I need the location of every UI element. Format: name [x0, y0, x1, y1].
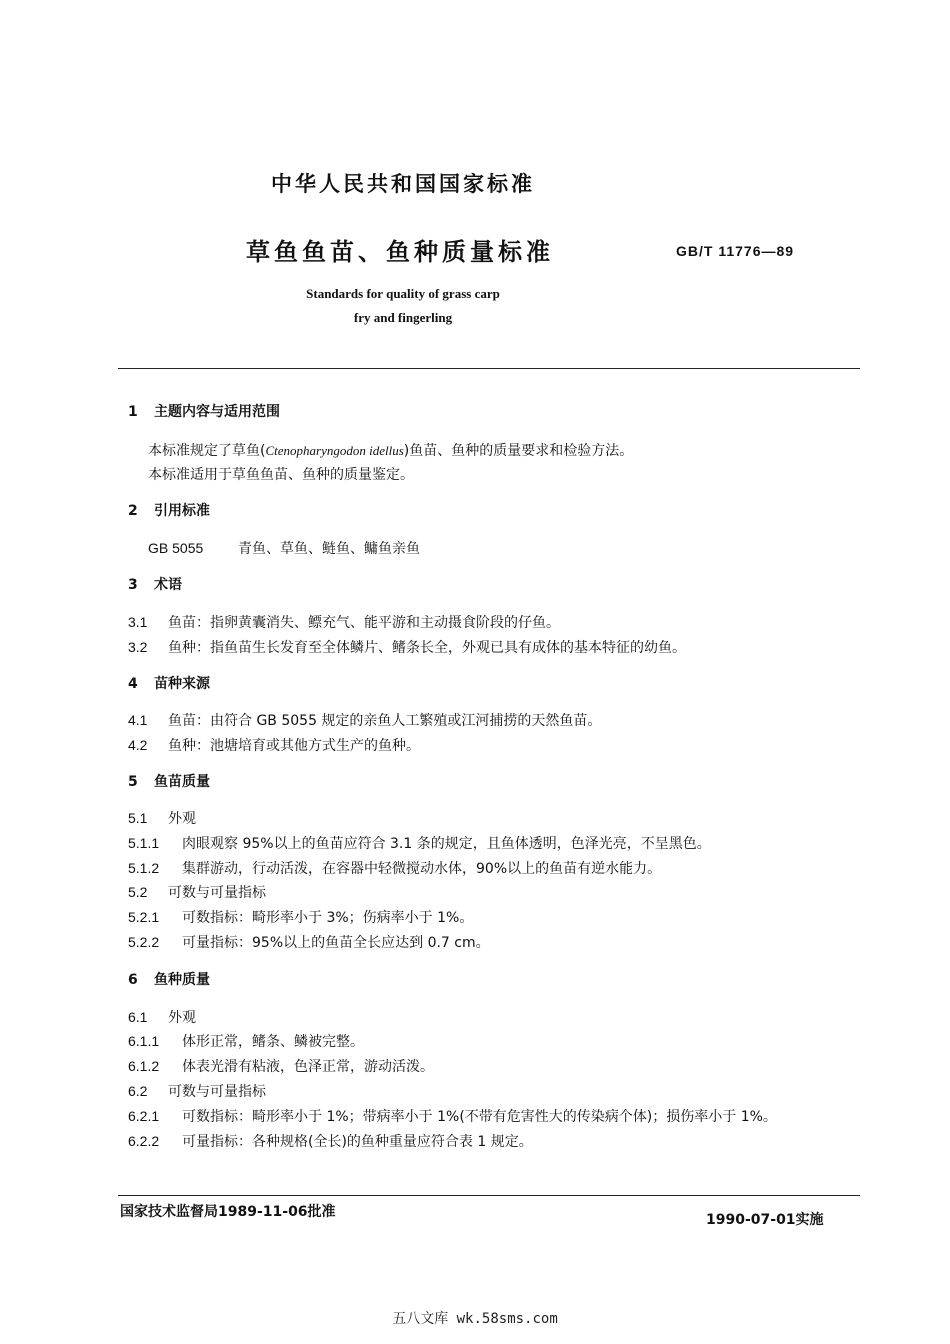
- clause-3-1: [128, 612, 560, 632]
- section-number: 5: [128, 774, 138, 790]
- approval-date: 国家技术监督局1989-11-06批准: [120, 1204, 336, 1220]
- section-title: 苗种来源: [154, 676, 210, 692]
- clause-number: 6.1.1: [128, 1033, 160, 1049]
- clause-text: 可数指标：畸形率小于 1%；带病率小于 1%(不带有危害性大的传染病个体)；损伤率小于 1%。: [182, 1109, 777, 1125]
- clause-text: 可量指标：各种规格(全长)的鱼种重量应符合表 1 规定。: [182, 1134, 533, 1150]
- clause-number: 6.2.2: [128, 1133, 160, 1149]
- reference-entry: [148, 538, 420, 558]
- clause-text: 肉眼观察 95%以上的鱼苗应符合 3.1 条的规定，且鱼体透明，色泽光亮，不呈黑色。: [182, 836, 711, 852]
- section-title: 鱼苗质量: [154, 774, 210, 790]
- standard-number: GB/T 11776—89: [676, 243, 795, 259]
- clause-text: 可数与可量指标: [168, 1084, 266, 1100]
- clause-5-2-2: [128, 932, 490, 952]
- english-title-line-2: fry and fingerling: [353, 310, 453, 325]
- clause-5-1-1: [128, 833, 711, 853]
- clause-6-2-2: [128, 1131, 533, 1151]
- clause-6-1-1: [128, 1031, 364, 1051]
- clause-text: 外观: [168, 1010, 196, 1026]
- clause-number: 5.1.2: [128, 860, 160, 876]
- clause-number: 5.2.2: [128, 934, 160, 950]
- clause-number: 4.2: [128, 737, 148, 753]
- national-standard-heading: 中华人民共和国国家标准: [271, 172, 535, 196]
- clause-4-1: [128, 710, 601, 730]
- clause-number: 5.2: [128, 884, 148, 900]
- section-6-heading: [128, 969, 210, 989]
- clause-number: 5.1: [128, 810, 148, 826]
- footer-divider: [118, 1195, 860, 1196]
- section-5-heading: [128, 771, 210, 791]
- section-title: 术语: [154, 577, 182, 593]
- section-number: 6: [128, 972, 138, 988]
- watermark: 五八文库 wk.58sms.com: [392, 1311, 558, 1327]
- clause-text: 集群游动，行动活泼，在容器中轻微搅动水体，90%以上的鱼苗有逆水能力。: [182, 861, 662, 877]
- clause-5-1-2: [128, 858, 661, 878]
- clause-text: 体形正常，鳍条、鳞被完整。: [182, 1034, 364, 1050]
- clause-text: 外观: [168, 811, 196, 827]
- implementation-date: 1990-07-01实施: [706, 1212, 824, 1228]
- section-title: 鱼种质量: [154, 972, 210, 988]
- clause-text: 可数指标：畸形率小于 3%；伤病率小于 1%。: [182, 910, 474, 926]
- clause-text: 可量指标：95%以上的鱼苗全长应达到 0.7 cm。: [182, 935, 490, 951]
- reference-title: 青鱼、草鱼、鲢鱼、鳙鱼亲鱼: [238, 541, 420, 557]
- clause-text: 体表光滑有粘液，色泽正常，游动活泼。: [182, 1059, 434, 1075]
- section-number: 4: [128, 676, 138, 692]
- header-divider: [118, 368, 860, 369]
- clause-4-2: [128, 735, 420, 755]
- clause-6-1-2: [128, 1056, 434, 1076]
- section-title: 引用标准: [154, 503, 210, 519]
- section-title: 主题内容与适用范围: [154, 404, 280, 420]
- clause-5-2: [128, 882, 266, 902]
- clause-6-1: [128, 1007, 196, 1027]
- clause-number: 3.1: [128, 614, 148, 630]
- section-number: 3: [128, 577, 138, 593]
- section-number: 2: [128, 503, 138, 519]
- section-number: 1: [128, 404, 138, 420]
- text-run: 本标准规定了草鱼(: [148, 443, 266, 459]
- clause-number: 6.2.1: [128, 1108, 160, 1124]
- clause-text: 鱼苗：指卵黄囊消失、鳔充气、能平游和主动摄食阶段的仔鱼。: [168, 615, 560, 631]
- clause-text: 鱼苗：由符合 GB 5055 规定的亲鱼人工繁殖或江河捕捞的天然鱼苗。: [168, 713, 602, 729]
- clause-number: 5.2.1: [128, 909, 160, 925]
- clause-number: 6.1: [128, 1009, 148, 1025]
- clause-text: 鱼种：池塘培育或其他方式生产的鱼种。: [168, 738, 420, 754]
- document-title: 草鱼鱼苗、鱼种质量标准: [246, 238, 554, 266]
- clause-text: 鱼种：指鱼苗生长发育至全体鳞片、鳍条长全，外观已具有成体的基本特征的幼鱼。: [168, 640, 686, 656]
- section-4-heading: [128, 673, 210, 693]
- english-title-line-1: Standards for quality of grass carp: [306, 286, 500, 301]
- clause-text: 可数与可量指标: [168, 885, 266, 901]
- clause-5-1: [128, 808, 196, 828]
- reference-code: GB 5055: [148, 540, 204, 556]
- section-2-heading: [128, 500, 210, 520]
- section-1-heading: [128, 401, 280, 421]
- clause-3-2: [128, 637, 686, 657]
- clause-6-2: [128, 1081, 266, 1101]
- clause-number: 6.2: [128, 1083, 148, 1099]
- clause-number: 6.1.2: [128, 1058, 160, 1074]
- section-1-paragraph-2: 本标准适用于草鱼鱼苗、鱼种的质量鉴定。: [148, 467, 414, 483]
- clause-number: 3.2: [128, 639, 148, 655]
- section-1-paragraph-1: [148, 440, 633, 460]
- clause-number: 4.1: [128, 712, 148, 728]
- section-3-heading: [128, 574, 182, 594]
- latin-species-name: Ctenopharyngodon idellus: [265, 443, 404, 458]
- clause-6-2-1: [128, 1106, 777, 1126]
- clause-5-2-1: [128, 907, 473, 927]
- clause-number: 5.1.1: [128, 835, 160, 851]
- text-run: )鱼苗、鱼种的质量要求和检验方法。: [403, 443, 634, 459]
